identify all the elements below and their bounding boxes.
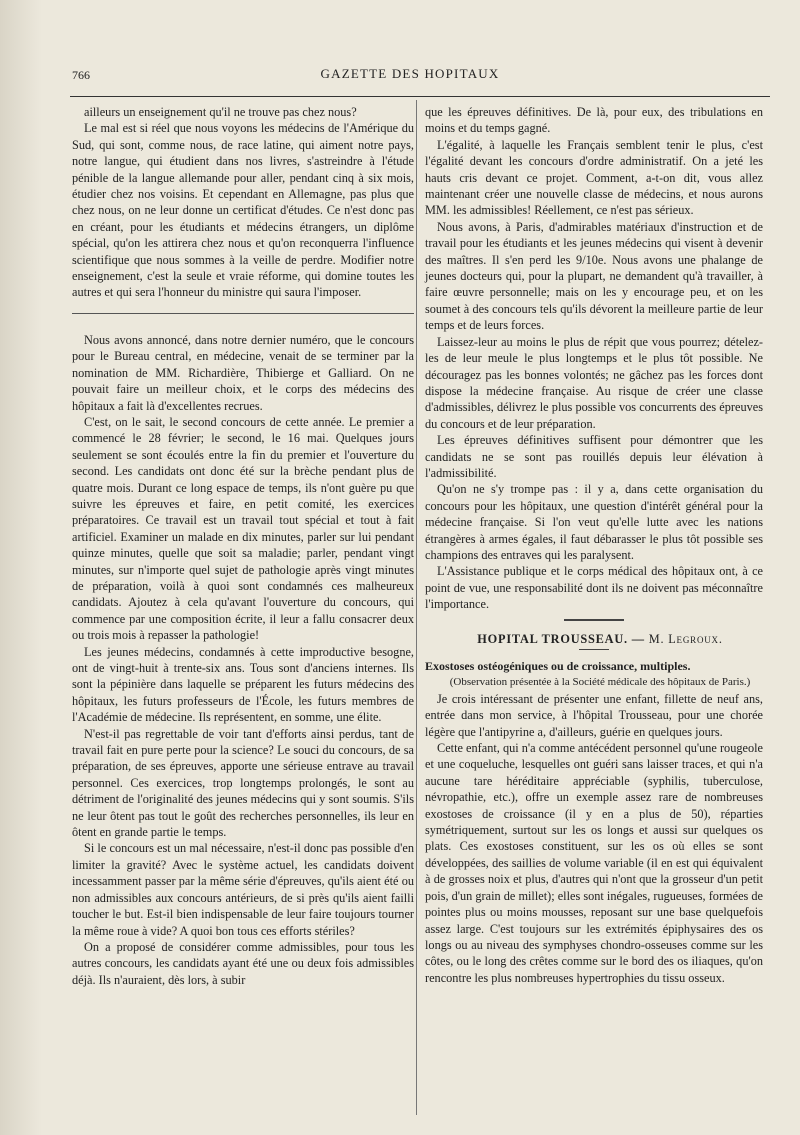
- hospital-author: M. Legroux.: [648, 631, 723, 646]
- section-rule: [72, 313, 414, 314]
- page-header: [60, 64, 760, 86]
- section-ornament: [564, 619, 624, 621]
- header-rule: [70, 96, 770, 97]
- journal-title: GAZETTE DES HOPITAUX: [320, 66, 500, 81]
- hospital-name: HOPITAL TROUSSEAU. —: [477, 631, 645, 646]
- concours-paragraph: Nous avons, à Paris, d'admirables matériaux d'instruction et de travail pour les étudiants et les jeunes médecins qui visent à devenir des maîtres. Il s'en perd les 9/10e. Nous avons une phalange de jeunes docteurs qui, pour la plupart, ne demandent qu'à travailler, à faire œuvre personnelle; mais on les y encourage peu, et on les soumet à des concours tels qu'ils dévorent la meilleure partie de leur temps et de leurs forces.: [425, 219, 763, 333]
- right-column: [425, 104, 763, 986]
- concours-paragraph: que les épreuves définitives. De là, pour eux, des tribulations en moins et du temps gagné.: [425, 105, 763, 136]
- left-column: [72, 104, 414, 988]
- hospital-heading: [425, 631, 763, 647]
- concours-paragraph: On a proposé de considérer comme admissibles, pour tous les autres concours, les candidats ayant été une ou deux fois admissibles déjà. Ils n'auraient, dès lors, à subir: [72, 939, 414, 987]
- intro-paragraph: ailleurs un enseignement qu'il ne trouve pas chez nous?: [84, 105, 357, 119]
- concours-paragraph: Laissez-leur au moins le plus de répit que vous pourrez; dételez-les de leur meule le plus longtemps et le plus tôt possible. Ne découragez pas les bonnes volontés; ne gâchez pas les forces dont dispose la médecine française. Au risque de créer une classe d'admissibles, délivrez le plus possible vos concurrents des épreuves du concours et de leur préparation.: [425, 334, 763, 431]
- concours-paragraph: N'est-il pas regrettable de voir tant d'efforts ainsi perdus, tant de travail fait en pure perte pour la science? Le souci du concours, de sa préparation, de ses épreuves, apporte une sérieuse entrave au travail personnel. Ces exercices, trop longtemps prolongés, le sont au détriment de l'originalité des jeunes médecins qui y sont soumis. S'ils ne leur ôtent pas tout le goût des recherches personnelles, ils leur en ôtent en grande partie le temps.: [72, 726, 414, 840]
- page-number: 766: [72, 68, 90, 82]
- page-edge-shadow: [0, 0, 42, 1135]
- article-paragraph: Je crois intéressant de présenter une enfant, fillette de neuf ans, entrée dans mon service, à l'hôpital Trousseau, pour une chorée légère que l'antipyrine a, d'ailleurs, guérie en quelques jours.: [425, 691, 763, 739]
- concours-paragraph: L'Assistance publique et le corps médical des hôpitaux ont, à ce point de vue, une responsabilité dont ils ne doivent pas méconnaître l'importance.: [425, 564, 763, 612]
- heading-rule: [579, 649, 609, 650]
- concours-paragraph: L'égalité, à laquelle les Français semblent tenir le plus, c'est l'égalité devant les concours d'ordre administratif. On a jeté les hauts cris devant ce projet. Comment, a-t-on dit, vous allez maintenant créer une nouvelle classe de médecins, et nous aurons MM. les admissibles! Réellement, ce n'est pas sérieux.: [425, 137, 763, 218]
- concours-paragraph: Nous avons annoncé, dans notre dernier numéro, que le concours pour le Bureau central, en médecine, venait de se terminer par la nomination de MM. Richardière, Thibierge et Galliard. On ne pouvait faire un meilleur choix, et le corps des médecins des hôpitaux a fait là d'excellentes recrues.: [72, 332, 414, 413]
- column-divider: [416, 100, 417, 1115]
- concours-paragraph: Les jeunes médecins, condamnés à cette improductive besogne, ont de vingt-huit à trente-six ans. Tous sont d'anciens internes. Ils sont la pépinière dans laquelle se préparent les futurs médecins des hôpitaux, les futurs professeurs de l'École, les futurs membres de l'Académie de médecine. Ils représentent, en somme, une élite.: [72, 644, 414, 725]
- concours-paragraph: Si le concours est un mal nécessaire, n'est-il donc pas possible d'en limiter la gravité? Avec le système actuel, les candidats doivent incessamment passer par la même série d'épreuves, qu'ils aient été ou non admissibles aux concours antérieurs, de si près qu'ils aient failli toucher le but. Est-il bien indispensable de leur faire toujours tourner la même roue à vide? A quoi bon tous ces efforts stériles?: [72, 841, 414, 938]
- concours-paragraph: Qu'on ne s'y trompe pas : il y a, dans cette organisation du concours pour les hôpitaux, une question d'intérêt général pour la médecine française. Si l'on veut qu'elle lutte avec les nations étrangères à armes égales, il faut débarasser le plus tôt possible ses champions des entraves qui les paralysent.: [425, 482, 763, 562]
- article-title: Exostoses ostéogéniques ou de croissance, multiples.: [425, 659, 691, 673]
- concours-paragraph: Les épreuves définitives suffisent pour démontrer que les candidats ne se sont pas rouillés depuis leur élévation à l'admissibilité.: [425, 433, 763, 480]
- concours-paragraph: C'est, on le sait, le second concours de cette année. Le premier a commencé le 28 février; le second, le 16 mai. Quelques jours seulement se sont écoulés entre la fin du premier et l'ouverture du second. Les candidats ont donc été sur la brèche pendant plus de quatre mois. Durant ce long espace de temps, ils n'ont guère pu que suivre les épreuves et faire, en petit comité, les exercices préparatoires. Ce travail est un travail tout spécial et tout à fait artificiel. Examiner un malade en dix minutes, parler sur lui pendant quinze minutes, quelle que soit sa maladie; parler, pendant vingt minutes, sur n'importe quel sujet de pathologie après vingt minutes de préparation, voilà à quoi sont condamnés ces malheureux candidats. Ajoutez à cela qu'avant l'ouverture du concours, qui commence par une composition écrite, il leur a fallu consacrer deux ou trois mois à repasser la pathologie!: [72, 414, 414, 643]
- article-paragraph: Cette enfant, qui n'a comme antécédent personnel qu'une rougeole et une coqueluche, lesquelles ont guéri sans laisser traces, et qui n'a aucune tare héréditaire appréciable (syphilis, tuberculose, névropathie, etc.), offre un exemple assez rare de nombreuses exostoses de croissance (il y en a plus de 50), réparties symétriquement, surtout sur les os longs et aussi sur quelques os plats. Ces exostoses constituent, sur les os où elles se sont développées, des saillies de volume variable (il en est qui équivalent à de grosses noix et plus, d'autres qui n'ont que la grosseur d'un petit pois, d'un grain de millet); elles sont inégales, rugueuses, formées de pointes plus ou moins mousses, reposant sur une base quelquefois assez large. C'est toujours sur les extrémités épiphysaires des os longs ou au niveau des symphyses chondro-osseuses comme sur les côtes, ou le long des crêtes comme sur le bord des os iliaques, qu'on rencontre les plus nombreuses hypertrophies du tissu osseux.: [425, 741, 763, 985]
- intro-paragraph: Le mal est si réel que nous voyons les médecins de l'Amérique du Sud, qui sont, comme nous, de race latine, qui aiment notre pays, notre langue, qui étudient dans nos livres, s'astreindre à l'étude pénible de la langue allemande pour aller, pendant cinq à six mois, étudier chez nos voisins. Et cependant en Allemagne, pas plus que chez nous, on ne leur donne un certificat d'études. Ce n'est donc pas en créant, pour les étudiants et médecins étrangers, un diplôme spécial, qu'on les attirera chez nous et qu'on reconquerra l'influence scientifique que nous sommes à la veille de perdre. Modifier notre enseignement, c'est la seule et vraie réforme, qui domine toutes les autres et qui sera l'honneur du ministre qui saura l'imposer.: [72, 121, 414, 300]
- article-note: (Observation présentée à la Société médicale des hôpitaux de Paris.): [449, 676, 751, 689]
